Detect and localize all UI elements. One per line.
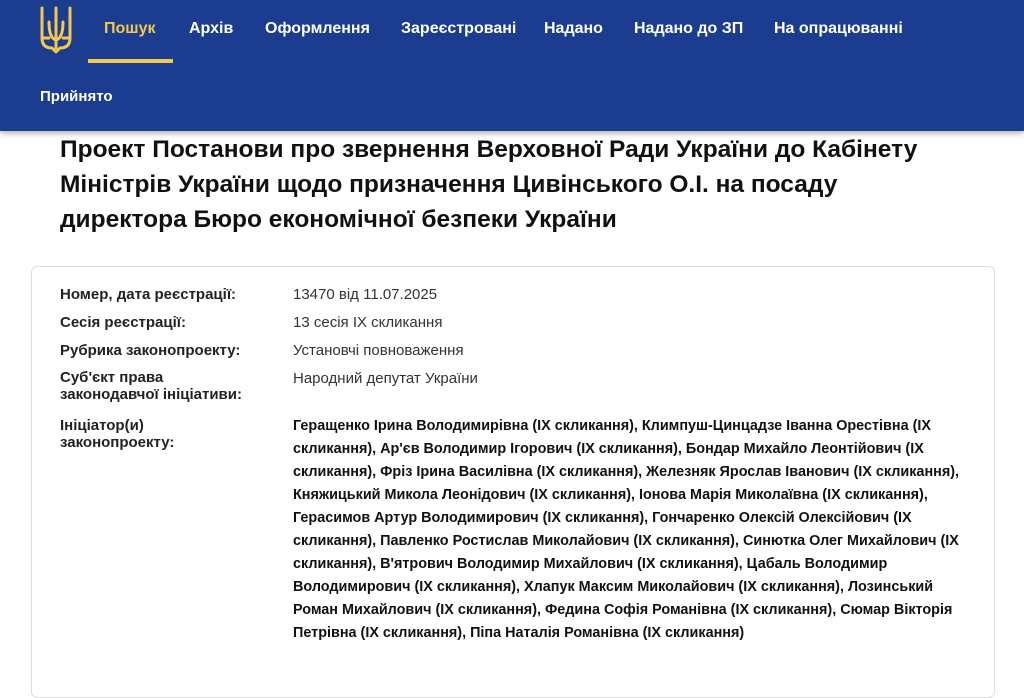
detail-label-rubric: Рубрика законопроекту:: [60, 342, 241, 359]
active-tab-indicator: [88, 59, 173, 63]
nav-formatting[interactable]: Оформлення: [265, 20, 370, 37]
nav-registered[interactable]: Зареєстровані: [401, 20, 517, 37]
nav-archive[interactable]: Архів: [189, 20, 234, 37]
trident-icon[interactable]: [38, 4, 74, 56]
detail-value-subject: Народний депутат України: [293, 370, 478, 387]
detail-value-initiators: Геращенко Ірина Володимирівна (IX скликання), Климпуш-Цинцадзе Іванна Орестівна (IX скликання), Ар'єв Володимир Ігорович (IX скликання), Бондар Михайло Леонтійович (IX скликання), Фріз Ірина Василівна (IX скликання), Железняк Ярослав Іванович (IX скликання), Княжицький Микола Леонідович (IX скликання), Іонова Марія Миколаївна (IX скликання), Герасимов Артур Володимирович (IX скликання), Гончаренко Олексій Олексійович (IX скликання), Павленко Ростислав Миколайович (IX скликання), Синютка Олег Михайлович (IX скликання), В'ятрович Володимир Михайлович (IX скликання), Цабаль Володимир Володимирович (IX скликання), Хлапук Максим Миколайович (IX скликання), Лозинський Роман Михайлович (IX скликання), Федина Софія Романівна (IX скликання), Сюмар Вікторія Петрівна (IX скликання), Піпа Наталія Романівна (IX скликання): [293, 418, 960, 641]
nav-provided[interactable]: Надано: [544, 20, 603, 37]
page-title: Проект Постанови про звернення Верховної Ради України до Кабінету Міністрів України щодо призначення Цивінського О.І. на посаду директора Бюро економічної безпеки України: [60, 136, 918, 233]
detail-value-registration: 13470 від 11.07.2025: [293, 286, 438, 303]
detail-label-registration: Номер, дата реєстрації:: [60, 286, 237, 303]
nav-provided-to-zp[interactable]: Надано до ЗП: [634, 20, 744, 37]
detail-value-session: 13 сесія IX скликання: [293, 314, 443, 331]
nav-in-processing[interactable]: На опрацюванні: [774, 20, 903, 37]
top-navigation-bar: [0, 0, 1024, 131]
detail-label-session: Сесія реєстрації:: [60, 314, 186, 331]
detail-label-initiators: Ініціатор(и) законопроекту:: [60, 417, 175, 451]
nav-accepted[interactable]: Прийнято: [40, 88, 113, 105]
nav-search[interactable]: Пошук: [104, 20, 156, 37]
detail-value-rubric: Установчі повноваження: [293, 342, 464, 359]
detail-label-subject: Суб'єкт права законодавчої ініціативи:: [60, 369, 242, 403]
